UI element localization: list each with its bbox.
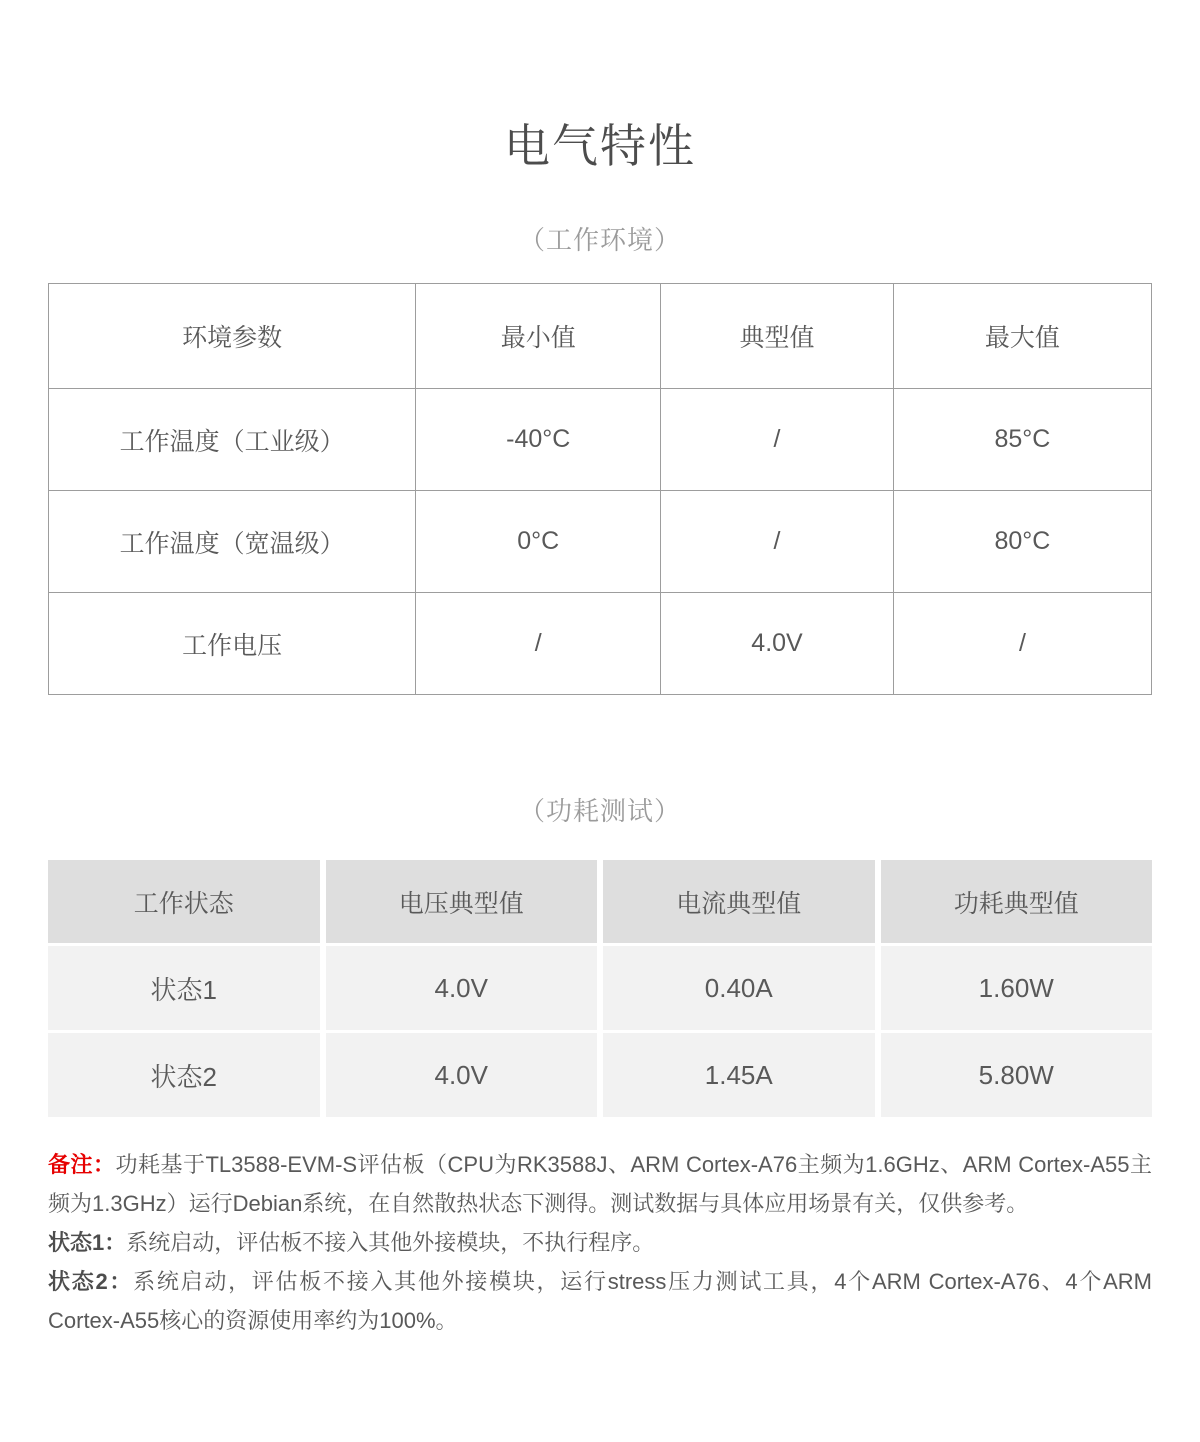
table-cell: 1.60W [881, 946, 1153, 1030]
env-header-typical: 典型值 [661, 284, 894, 389]
note-state2 [48, 1262, 1152, 1340]
table-cell: / [893, 593, 1151, 695]
table-cell: 状态1 [48, 946, 320, 1030]
table-cell: 4.0V [326, 1033, 598, 1117]
table-cell: 85°C [893, 389, 1151, 491]
table-cell: 1.45A [603, 1033, 875, 1117]
table-cell: / [661, 389, 894, 491]
table-cell: -40°C [416, 389, 661, 491]
note-state1-text: 系统启动，评估板不接入其他外接模块，不执行程序。 [126, 1230, 655, 1255]
page-title: 电气特性 [504, 120, 696, 172]
table-row [49, 491, 1152, 593]
table-row [49, 389, 1152, 491]
note-state2-label: 状态2： [48, 1269, 134, 1294]
table-cell: 工作电压 [49, 593, 416, 695]
env-header-min: 最小值 [416, 284, 661, 389]
note-remark-label: 备注： [48, 1152, 116, 1177]
table-cell: 工作温度（工业级） [49, 389, 416, 491]
note-remark-text: 功耗基于TL3588-EVM-S评估板（CPU为RK3588J、ARM Cortex-A76主频为1.6GHz、ARM Cortex-A55主频为1.3GHz）运行Debian系统，在自然散热状态下测得。测试数据与具体应用场景有关，仅供参考。 [48, 1152, 1152, 1216]
table-cell: 状态2 [48, 1033, 320, 1117]
env-header-parameter: 环境参数 [49, 284, 416, 389]
table-cell: 4.0V [661, 593, 894, 695]
power-header-current: 电流典型值 [603, 860, 875, 943]
table-row [49, 593, 1152, 695]
env-header-max: 最大值 [893, 284, 1151, 389]
working-environment-table [48, 283, 1152, 695]
env-table-header-row [49, 284, 1152, 389]
note-remark [48, 1145, 1152, 1223]
table-cell: 0°C [416, 491, 661, 593]
power-test-table [48, 860, 1152, 1117]
table-cell: 80°C [893, 491, 1151, 593]
note-state1 [48, 1223, 1152, 1262]
env-section-subtitle: （工作环境） [518, 225, 681, 255]
table-cell: 0.40A [603, 946, 875, 1030]
note-state2-text: 系统启动，评估板不接入其他外接模块，运行stress压力测试工具，4个ARM Cortex-A76、4个ARM Cortex-A55核心的资源使用率约为100%。 [48, 1269, 1152, 1333]
spec-page [48, 0, 1152, 1340]
note-state1-label: 状态1： [48, 1230, 127, 1255]
power-header-voltage: 电压典型值 [326, 860, 598, 943]
power-header-power: 功耗典型值 [881, 860, 1153, 943]
table-cell: / [661, 491, 894, 593]
table-cell: 4.0V [326, 946, 598, 1030]
power-section-subtitle: （功耗测试） [518, 796, 681, 826]
table-cell: 5.80W [881, 1033, 1153, 1117]
table-cell: 工作温度（宽温级） [49, 491, 416, 593]
table-cell: / [416, 593, 661, 695]
footnotes [48, 1145, 1152, 1340]
power-header-state: 工作状态 [48, 860, 320, 943]
